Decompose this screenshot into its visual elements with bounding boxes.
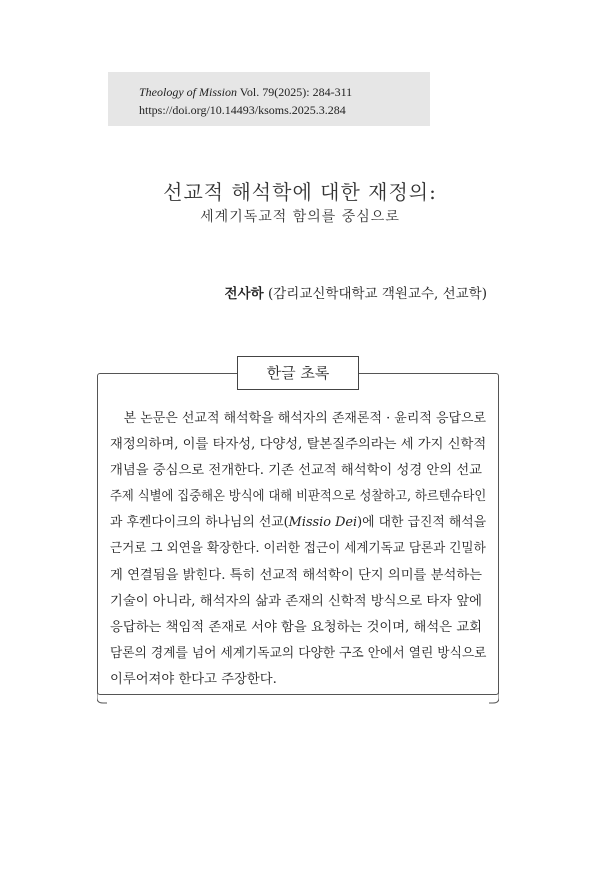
- abstract-line: 개념을 중심으로 전개한다. 기존 선교적 해석학이 성경 안의 선교: [110, 463, 483, 479]
- journal-volume: Vol. 79(2025): 284-311: [239, 85, 353, 99]
- abstract-line: 게 연결됨을 밝힌다. 특히 선교적 해석학이 단지 의미를 분석하는: [110, 567, 483, 583]
- abstract-heading: 한글 초록: [237, 356, 359, 390]
- abstract-line: 이루어져야 한다고 주장한다.: [110, 671, 277, 687]
- author-name: 전사하: [224, 286, 264, 302]
- paper-subtitle: 세계기독교적 함의를 중심으로: [200, 209, 400, 225]
- abstract-line: 담론의 경계를 넘어 세계기독교의 다양한 구조 안에서 열린 방식으로: [110, 645, 487, 661]
- abstract-line: 근거로 그 외연을 확장한다. 이러한 접근이 세계기독교 담론과 긴밀하: [110, 541, 486, 557]
- page-curl-left-icon: [97, 690, 107, 704]
- journal-doi[interactable]: https://doi.org/10.14493/ksoms.2025.3.284: [139, 103, 346, 117]
- abstract-line: 본 논문은 선교적 해석학을 해석자의 존재론적 · 윤리적 응답으로: [123, 411, 487, 426]
- abstract-line: 응답하는 책임적 존재로 서야 함을 요청하는 것이며, 해석은 교회: [110, 619, 483, 635]
- abstract-line-with-term: [110, 510, 487, 536]
- journal-citation-box: [108, 72, 430, 126]
- abstract-line: 재정의하며, 이를 타자성, 다양성, 탈본질주의라는 세 가지 신학적: [110, 437, 487, 453]
- author-affiliation: (감리교신학대학교 객원교수, 선교학): [267, 286, 487, 302]
- abstract-line: 기술이 아니라, 해석자의 삶과 존재의 신학적 방식으로 타자 앞에: [110, 593, 483, 609]
- abstract-body: [110, 406, 486, 693]
- author-line: [225, 282, 487, 302]
- paper-title: 선교적 해석학에 대한 재정의:: [163, 180, 437, 204]
- abstract-line: 주제 식별에 집중해온 방식에 대해 비판적으로 성찰하고, 하르텐슈타인: [110, 489, 487, 505]
- missio-dei-term: Missio Dei: [288, 515, 358, 531]
- page-curl-right-icon: [489, 690, 499, 704]
- journal-citation-line: [139, 83, 430, 101]
- journal-name: Theology of Mission: [139, 85, 237, 99]
- abstract-line-part: )에 대한 급진적 해석을: [357, 515, 487, 531]
- abstract-line-part: 과 후켄다이크의 하나님의 선교(: [110, 515, 289, 531]
